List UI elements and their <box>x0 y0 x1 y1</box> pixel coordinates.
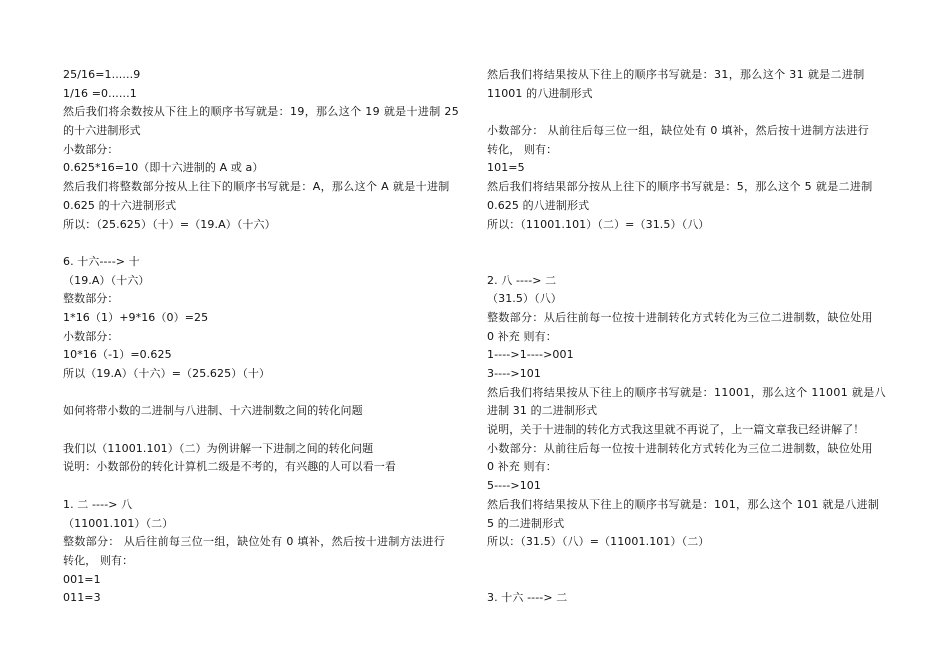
left-text-line: 然后我们将整数部分按从上往下的顺序书写就是：A，那么这个 A 就是十进制 <box>63 180 450 194</box>
right-text-line: 整数部分：从后往前每一位按十进制转化方式转化为三位二进制数，缺位处用 <box>487 310 873 324</box>
left-text-line: 011=3 <box>63 591 101 605</box>
left-blank-line <box>63 234 468 253</box>
left-blank-line <box>63 421 468 440</box>
left-text-line: 转化， 则有： <box>63 553 134 567</box>
right-text-column <box>487 66 892 608</box>
left-text-line: 所以：（25.625）（十）=（19.A）（十六） <box>63 217 276 231</box>
left-text-line: 我们以（11001.101）（二）为例讲解一下进制之间的转化问题 <box>63 441 374 455</box>
left-text-line: 所以（19.A）（十六）=（25.625）（十） <box>63 367 271 380</box>
left-text-line: 1. 二 ----> 八 <box>63 497 133 511</box>
right-blank-line <box>487 103 892 122</box>
right-text-line: 1---->1---->001 <box>487 348 574 362</box>
right-text-line: 说明，关于十进制的转化方式我这里就不再说了，上一篇文章我已经讲解了！ <box>487 423 865 437</box>
left-text-line: （19.A）（十六） <box>63 273 150 287</box>
right-text-line: 0 补充 则有： <box>487 460 557 474</box>
right-text-line: 然后我们将结果按从下往上的顺序书写就是：31，那么这个 31 就是二进制 <box>487 68 865 81</box>
left-text-line: 然后我们将余数按从下往上的顺序书写就是：19，那么这个 19 就是十进制 25 <box>63 105 460 119</box>
right-text-line: 0 补充 则有： <box>487 329 557 343</box>
right-text-line: 3---->101 <box>487 367 541 380</box>
right-text-line: 101=5 <box>487 161 525 175</box>
right-text-line: 小数部分：从前往后每一位按十进制转化方式转化为三位二进制数，缺位处用 <box>487 441 873 455</box>
left-blank-line <box>63 477 468 496</box>
left-text-line: 6. 十六----> 十 <box>63 254 140 268</box>
left-text-column <box>63 66 468 608</box>
right-text-line: 0.625 的八进制形式 <box>487 198 590 212</box>
right-text-line: 小数部分： 从前往后每三位一组，缺位处有 0 填补，然后按十进制方法进行 <box>487 124 870 138</box>
left-text-line: 小数部分： <box>63 142 119 156</box>
left-text-line: 1*16（1）+9*16（0）=25 <box>63 310 209 324</box>
right-text-line: 进制 31 的二进制形式 <box>487 404 598 418</box>
left-text-line: 0.625*16=10（即十六进制的 A 或 a） <box>63 161 264 175</box>
right-text-line: 2. 八 ----> 二 <box>487 273 557 287</box>
left-text-line: 整数部分： 从后往前每三位一组，缺位处有 0 填补，然后按十进制方法进行 <box>63 535 446 549</box>
right-text-line: 所以：（31.5）（八）=（11001.101）（二） <box>487 535 710 549</box>
right-blank-line <box>487 253 892 272</box>
right-text-line: 11001 的八进制形式 <box>487 86 593 100</box>
left-text-line: 整数部分： <box>63 292 119 306</box>
right-blank-line <box>487 552 892 571</box>
left-text-line: 的十六进制形式 <box>63 124 141 138</box>
right-text-line: （31.5）（八） <box>487 292 562 306</box>
right-text-line: 3. 十六 ----> 二 <box>487 591 568 605</box>
left-text-line: 0.625 的十六进制形式 <box>63 198 177 212</box>
left-blank-line <box>63 384 468 403</box>
left-text-line: 001=1 <box>63 572 101 586</box>
right-text-line: 5---->101 <box>487 479 541 493</box>
right-text-line: 然后我们将结果按从下往上的顺序书写就是：101，那么这个 101 就是八进制 <box>487 497 880 511</box>
left-text-line: 如何将带小数的二进制与八进制、十六进制数之间的转化问题 <box>63 404 363 418</box>
left-text-line: 小数部分： <box>63 329 119 343</box>
right-text-line: 然后我们将结果部分按从上往下的顺序书写就是：5，那么这个 5 就是二进制 <box>487 180 873 194</box>
right-text-line: 转化， 则有： <box>487 142 558 156</box>
left-text-line: （11001.101）（二） <box>63 516 174 530</box>
right-text-line: 5 的二进制形式 <box>487 516 565 530</box>
right-blank-line <box>487 571 892 590</box>
left-text-line: 10*16（-1）=0.625 <box>63 348 172 362</box>
right-blank-line <box>487 234 892 253</box>
right-text-line: 然后我们将结果按从下往上的顺序书写就是：11001，那么这个 11001 就是八 <box>487 385 886 399</box>
right-text-line: 所以：（11001.101）（二）=（31.5）（八） <box>487 217 710 231</box>
left-text-line: 25/16=1......9 <box>63 68 141 81</box>
left-text-line: 1/16 =0......1 <box>63 86 137 100</box>
left-text-line: 说明：小数部份的转化计算机二级是不考的，有兴趣的人可以看一看 <box>63 460 396 474</box>
